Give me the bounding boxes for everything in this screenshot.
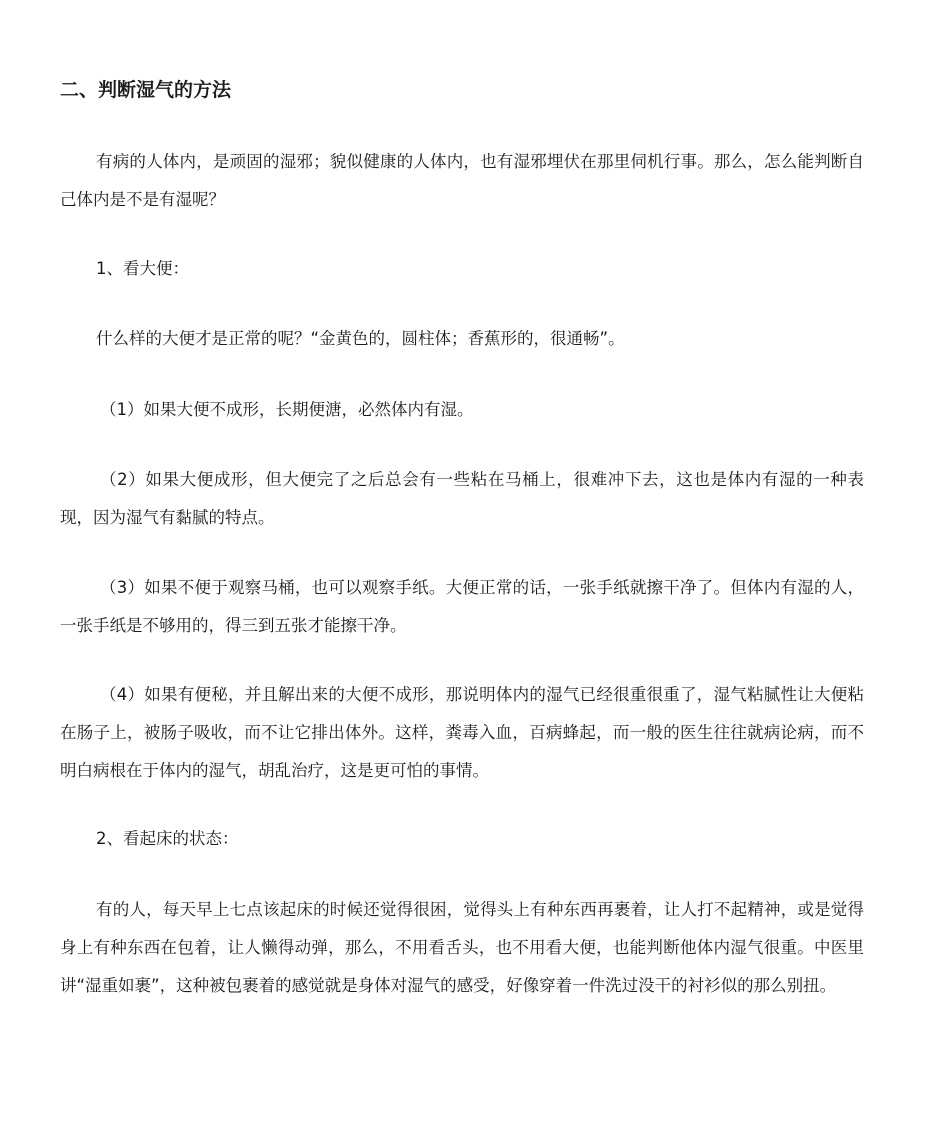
section-heading: 二、判断湿气的方法 [60,79,232,101]
paragraph-point-3: （3）如果不便于观察马桶，也可以观察手纸。大便正常的话，一张手纸就擦干净了。但体内有湿的人，一张手纸是不够用的，得三到五张才能擦干净。 [60,578,864,635]
paragraph-point-4: （4）如果有便秘，并且解出来的大便不成形，那说明体内的湿气已经很重很重了，湿气粘腻性让大便粘在肠子上，被肠子吸收，而不让它排出体外。这样，粪毒入血，百病蜂起，而一般的医生往往就病论病，而不明白病根在于体内的湿气，胡乱治疗，这是更可怕的事情。 [60,685,864,780]
paragraph-normal-stool: 什么样的大便才是正常的呢？“金黄色的，圆柱体；香蕉形的，很通畅”。 [96,329,625,348]
paragraph-morning-state: 有的人，每天早上七点该起床的时候还觉得很困，觉得头上有种东西再裹着，让人打不起精神，或是觉得身上有种东西在包着，让人懒得动弹，那么，不用看舌头，也不用看大便，也能判断他体内湿气很重。中医里讲“湿重如裹”，这种被包裹着的感觉就是身体对湿气的感受，好像穿着一件洗过没干的衬衫似的那么别扭。 [60,900,864,995]
paragraph-intro: 有病的人体内，是顽固的湿邪；貌似健康的人体内，也有湿邪埋伏在那里伺机行事。那么，怎么能判断自己体内是不是有湿呢？ [60,152,864,209]
paragraph-item-1-title: 1、看大便： [96,259,189,278]
paragraph-point-2: （2）如果大便成形，但大便完了之后总会有一些粘在马桶上，很难冲下去，这也是体内有湿的一种表现，因为湿气有黏腻的特点。 [60,470,864,527]
paragraph-item-2-title: 2、看起床的状态： [96,829,239,848]
paragraph-point-1: （1）如果大便不成形，长期便溏，必然体内有湿。 [100,400,474,419]
